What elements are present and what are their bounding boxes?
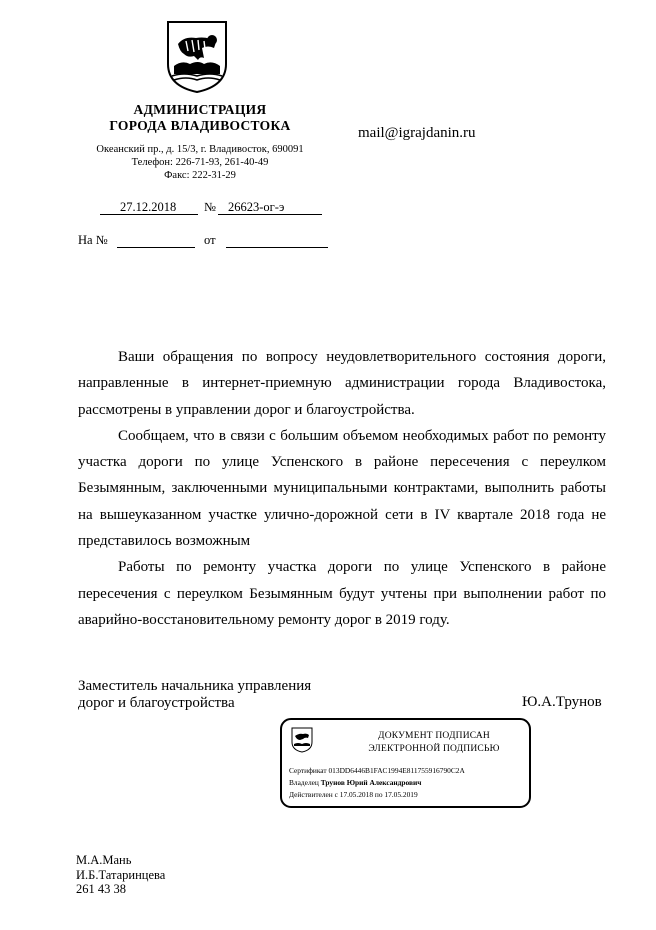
incoming-from-label: от bbox=[204, 233, 216, 247]
stamp-certificate bbox=[289, 766, 465, 775]
stamp-certificate-value: 013DD6446B1FAC1994E811755916790C2A bbox=[328, 766, 465, 775]
stamp-valid-to-label: по bbox=[374, 790, 383, 799]
org-name-line2: ГОРОДА ВЛАДИВОСТОКА bbox=[109, 118, 291, 133]
org-address: Океанский пр., д. 15/3, г. Владивосток, 690091 bbox=[96, 144, 304, 155]
stamp-certificate-label: Сертификат bbox=[289, 766, 327, 775]
stamp-owner-value: Трунов Юрий Александрович bbox=[320, 778, 422, 787]
stamp-valid-label: Действителен с bbox=[289, 790, 338, 799]
stamp-owner-label: Владелец bbox=[289, 778, 319, 787]
stamp-valid-from: 17.05.2018 bbox=[339, 790, 374, 799]
executors-block bbox=[76, 853, 165, 897]
outgoing-number: 26623-ог-э bbox=[228, 200, 285, 214]
org-fax: Факс: 222-31-29 bbox=[164, 170, 236, 181]
stamp-coat-of-arms-icon bbox=[291, 727, 313, 753]
body-paragraph-2: Сообщаем, что в связи с большим объемом необходимых работ по ремонту участка дороги по улице Успенского в районе пересечения с переулком Безымянным, заключенными муниципальными контрактами, выполнить работы на вышеуказанном участке улично-дорожной сети в IV квартале 2018 года не представилось возможным bbox=[78, 427, 606, 550]
coat-of-arms-logo bbox=[164, 18, 230, 94]
executor-phone: 261 43 38 bbox=[76, 882, 126, 896]
executor-2: И.Б.Татаринцева bbox=[76, 867, 166, 882]
outgoing-date: 27.12.2018 bbox=[120, 200, 177, 214]
executor-1: М.А.Мань bbox=[76, 853, 132, 867]
stamp-owner bbox=[289, 778, 421, 787]
signer-position-line2: дорог и благоустройства bbox=[78, 695, 235, 711]
body-paragraph-3: Работы по ремонту участка дороги по улице Успенского в районе пересечения с переулком Безымянным будут учтены при выполнении работ по аварийно-восстановительному ремонту дорог в 2019 году. bbox=[78, 559, 606, 628]
incoming-date-line bbox=[226, 247, 328, 248]
body-paragraph-1: Ваши обращения по вопросу неудовлетворительного состояния дороги, направленные в интернет-приемную администрации города Владивостока, рассмотрены в управлении дорог и благоустройства. bbox=[78, 349, 606, 418]
stamp-title-line2: ЭЛЕКТРОННОЙ ПОДПИСЬЮ bbox=[368, 744, 500, 754]
incoming-number-line bbox=[117, 247, 195, 248]
letter-body bbox=[78, 344, 606, 633]
incoming-number-label: На № bbox=[78, 233, 108, 247]
outgoing-number-label: № bbox=[204, 200, 216, 214]
org-phone: Телефон: 226-71-93, 261-40-49 bbox=[131, 157, 269, 168]
stamp-valid-to: 17.05.2019 bbox=[384, 790, 418, 799]
e-signature-stamp bbox=[280, 718, 531, 808]
signer-name: Ю.А.Трунов bbox=[522, 694, 602, 710]
recipient-email: mail@igrajdanin.ru bbox=[358, 125, 476, 141]
stamp-validity bbox=[289, 790, 418, 799]
org-name-line1: АДМИНИСТРАЦИЯ bbox=[133, 102, 267, 117]
signer-position-line1: Заместитель начальника управления bbox=[78, 678, 312, 694]
stamp-title-line1: ДОКУМЕНТ ПОДПИСАН bbox=[378, 731, 490, 741]
